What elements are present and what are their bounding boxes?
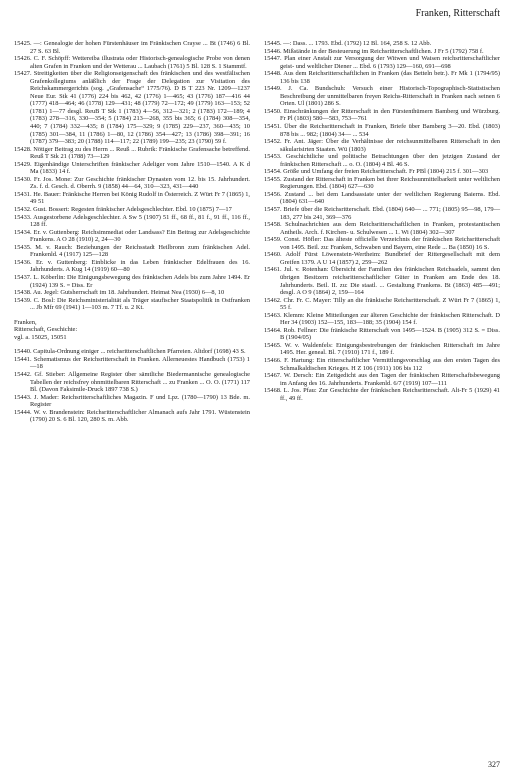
- bibliography-entry: 15435. M. v. Rauch: Beziehungen der Reichsstadt Heilbronn zum fränkischen Adel. Frankenld. 4 (1917) 125—128: [14, 243, 250, 259]
- bibliography-entry: 15442. Gf. Stieber: Allgemeine Register über sämtliche Biedermannische genealogische Tabellen der reichsfrey ohnmittelbaren Ritterschaft ... zu Franken ... O. O. (1771) 117 Bl. (Davon Faksimile-Druck 1897 738 S.): [14, 370, 250, 394]
- bibliography-entry: 15427. Streitigkeiten über die Religionseigenschaft des fränkischen und des westfälischen Grafenkollegiums anläßlich der Frage der Delegation zur Visitation des Reichskammergerichts (sog. „Grafensache“ 1775/76). D B T 223 Nr. 1209—1237 Neue Eur. Stk 41 (1776) 224 bis 462, 42 (1776) 1—465; 43 (1776) 187—416 44 (1777) 418—464; 46 (1778) 129—431; 48 (1779) 72—172; 49 (1779) 163—153; 52 (1781) 1—77 desgl. ReuB T Stk 1 (1783) 4—56, 312—321; 2 (1783) 172—189; 4 (1783) 278—316, 330—354; 5 (1784) 213—268, 355 bis 365; 6 (1784) 308—354, 440; 7 (1784) 332—435; 8 (1784) 175—329; 9 (1785) 229—237, 360—435; 10 (1785) 301—384, 11 (1786) 1—80, 12 (1786) 354—427; 13 (1786) 398—391; 16 (1787) 379—383; 20 (1788) 114—117; 22 (1789) 199—235; 23 (1790) 59 f.: [14, 70, 250, 146]
- bibliography-entry: 15426. C. F. Schöpff: Wettereiba illustrata oder Historisch-genealogische Probe von denen alten Grafen in Franken und der Wetterau ... Laubach (1761) 5 Bl. 128 S. 1 Stammtf.: [14, 55, 250, 70]
- bibliography-entry: 15463. Klemm: Kleine Mitteilungen zur älteren Geschichte der fränkischen Ritterschaft. D Her 34 (1903) 152—155, 183—188; 35 (1904) 154 f.: [264, 311, 500, 327]
- bibliography-entry: 15455. Zustand der Ritterschaft in Franken bei ihrer Reichsunmittelbarkeit unter weltlichen Regierungen. Ebd. (1804) 627—630: [264, 175, 500, 191]
- bibliography-entry: 15433. Ausgestorbene Adelsgeschlechter. A Sw 5 (1907) 51 ff., 68 ff., 81 f., 91 ff., 116 ff., 128 ff.: [14, 213, 250, 229]
- bibliography-entry: 15444. W. v. Brandenstein: Reichsritterschaftlicher Almanach aufs Jahr 1791. Wüstenstein (1790) 20 S. 6 Bl. 120, 280 S. m. Abb.: [14, 408, 250, 424]
- bibliography-entry: 15462. Chr. Fr. C. Mayer: Tilly an die fränkische Reichsritterschaft. Z Würt Fr 7 (1865) 1, 55 f.: [264, 296, 500, 312]
- bibliography-entry: 15430. Fr. Jos. Mone: Zur Geschichte fränkischer Dynasten vom 12. bis 15. Jahrhundert. Zs. f. d. Gesch. d. Oberrh. 9 (1858) 44—64, 310—323, 431—440: [14, 175, 250, 191]
- left-entries-after: [14, 348, 250, 423]
- left-entries: [14, 40, 250, 312]
- page-number: 327: [488, 760, 500, 769]
- section-heading-line: vgl. a. 15025, 15051: [14, 333, 67, 341]
- bibliography-entry: 15457. Briefe über die Reichsritterschaft. Ebd. (1804) 640— ... 771; (1805) 95—98, 179—183, 277 bis 241, 369—376: [264, 206, 500, 221]
- section-heading: [14, 319, 250, 342]
- section-heading-line: Franken,: [14, 318, 37, 326]
- right-column: [264, 40, 500, 402]
- bibliography-entry: 15441. Schematismus der Reichsritterschaft in Franken. Allerneuestes Handbuch (1753) 1—18: [14, 355, 250, 371]
- bibliography-entry: 15453. Geschichtliche und politische Betrachtungen über den jetzigen Zustand der fränkischen Ritterschaft ... o. O. (1804) 4 Bl. 46 S.: [264, 153, 500, 168]
- bibliography-entry: 15464. Rob. Fellner: Die fränkische Ritterschaft von 1495—1524. B (1905) 312 S. = Diss. B (1904/05): [264, 326, 500, 342]
- bibliography-entry: 15450. Einschränkungen der Ritterschaft in den Fürstenthümern Bamberg und Würzburg. Fr Pl (1803) 580—583, 753—761: [264, 107, 500, 123]
- bibliography-entry: 15437. L. Köberlin: Die Einigungsbewegung des fränkischen Adels bis zum Jahre 1494. Er (1924) 139 S. = Diss. Er: [14, 273, 250, 289]
- bibliography-entry: 15468. L. Jos. Pfau: Zur Geschichte der fränkischen Reichsritterschaft. Alt-Fr 5 (1929) 41 ff., 49 ff.: [264, 387, 500, 402]
- section-gap: [14, 312, 250, 319]
- bibliography-entry: 15438. Au. Jegel: Gutsherrschaft im 18. Jahrhundert. Heimat Nea (1930) 6—8, 10: [14, 289, 225, 297]
- bibliography-entry: 15451. Über die Reichsritterschaft in Franken, Briefe über Bamberg 3—20. Ebd. (1803) 878 bis ... 982; (1804) 34— ... 534: [264, 123, 500, 138]
- bibliography-entry: 15460. Adolf Fürst Löwenstein-Wertheim: Bundbrief der Rittergesellschaft mit dem Greifen 1379. A U 14 (1857) 2, 259—262: [264, 251, 500, 266]
- bibliography-entry: 15459. Const. Höfler: Das älteste officielle Verzeichnis der fränkischen Reichsritterschaft von 1495. Beil. zu: Franken, Schwaben und Bayern, eine Rede ... Ba (1850) 16 S.: [264, 236, 500, 251]
- bibliography-entry: 15429. Eigenhändige Unterschriften fränkischer Adeliger vom Jahre 1510—1540. A K d Ma (1833) 14 f.: [14, 160, 250, 176]
- bibliography-entry: 15445. —: Dass. ... 1793. Ebd. (1792) 12 Bl. 164, 258 S. 12 Abb.: [264, 40, 432, 47]
- bibliography-entry: 15432. Gust. Bossert: Regesten fränkischer Adelsgeschlechter. Ebd. 10 (1875) 7—17: [14, 206, 232, 214]
- bibliography-entry: 15428. Nötiger Beitrag zu des Herrn ... Reuß ... Rubrik: Fränkische Grafensache betreffend. Reuß T Stk 21 (1788) 73—129: [14, 145, 250, 161]
- bibliography-entry: 15454. Größe und Umfang der freien Reichsritterschaft. Fr PBl (1804) 215 f. 301—303: [264, 168, 489, 176]
- bibliography-entry: 15436. Er. v. Guttenberg: Einblicke in das Leben fränkischer Edelfrauen des 16. Jahrhunderts. A Kug 14 (1919) 60—80: [14, 258, 250, 274]
- bibliography-entry: 15465. W. v. Waldenfels: Einigungsbestrebungen der fränkischen Ritterschaft im Jahre 1495. Her. geneal. Bl. 7 (1910) 171 f., 189 f.: [264, 341, 500, 357]
- bibliography-entry: 15449. J. Ca. Bundschuh: Versuch einer Historisch-Topographisch-Statistischen Beschreibung der unmittelbaren freyen Reichs-Ritterschaft in Franken nach seinen 6 Orten. Ul (1801) 286 S.: [264, 85, 500, 108]
- section-gap: [14, 341, 250, 348]
- bibliography-entry: 15461. Jul. v. Rotenhan: Übersicht der Familien des fränkischen Reichsadels, sammt den übrigen Besitzern reichsritterschaftlicher Güter in Franken am Ende des 18. Jahrhunderts. Beil. II. zu: Die staatl. ... Gestaltung Frankens. Bt (1863) 485—491; desgl. A O 9 (1864) 2, 159—164: [264, 266, 500, 297]
- bibliography-entry: 15466. F. Hartung: Ein ritterschaftlicher Vermittlungsvorschlag aus den ersten Tagen des Schmalkaldischen Krieges. H Z 106 (1911) 106 bis 112: [264, 356, 500, 372]
- bibliography-entry: 15431. He. Bauer: Fränkische Herren bei König Rudolf in Österreich. Z Würt Fr 7 (1865) 1, 49 51: [14, 190, 250, 206]
- bibliography-entry: 15443. J. Mader: Reichsritterschaftliches Magazin. F und Lpz. (1780—1790) 13 Bde. m. Register: [14, 393, 250, 409]
- running-header: Franken, Ritterschaft: [415, 8, 500, 19]
- bibliography-entry: 15448. Aus dem Reichsritterschaftlichen in Franken (das Betteln betr.). Fr Mk 1 (1794/95) 136 bis 138: [264, 70, 500, 85]
- bibliography-entry: 15452. Fr. Ant. Jäger: Über die Verhältnisse der reichsunmittelbaren Ritterschaft in den säkularisirten Staaten. Wü (1803): [264, 138, 500, 153]
- bibliography-entry: 15456. Zustand ... bei dem Landsassiate unter der weltlichen Regierung Baierns. Ebd. (1804) 631—640: [264, 190, 500, 206]
- bibliography-entry: 15439. C. Bosl: Die Reichsministerialität als Träger staufischer Staatspolitik in Ostfranken ... Jb Mfr 69 (1941) 1—103 m. 7 Tf. u. 2 Kt.: [14, 296, 250, 312]
- left-column: [14, 40, 250, 424]
- bibliography-entry: 15440. Capitula-Ordnung einiger ... reichsritterschaftlichen Pfarreien. Altdorf (1698) 43 S.: [14, 348, 246, 356]
- bibliography-entry: 15446. Mißstände in der Besteuerung im Reichsritterschaftlichen. J Fr 5 (1792) 758 f.: [264, 47, 484, 55]
- section-heading-line: Ritterschaft, Geschichte:: [14, 326, 78, 334]
- bibliography-entry: 15467. W. Dersch: Ein Zeitgedicht aus den Tagen der fränkischen Ritterschaftsbewegung im Anfang des 16. Jahrhunderts. Frankenld. 6/7 (1919) 107—111: [264, 372, 500, 387]
- bibliography-entry: 15434. Er. v. Guttenberg: Reichsimmediat oder Landsass? Ein Beitrag zur Adelsgeschichte Frankens. A O 28 (1910) 2, 24—30: [14, 228, 250, 244]
- bibliography-entry: 15458. Schulnachrichten aus dem Reichsritterschaftlichen in Franken, protestantischen Antheils. Arch. f. Kirchen- u. Schulwesen ... 1. Wi (1804) 302—307: [264, 221, 500, 236]
- bibliography-entry: 15447. Plan einer Anstalt zur Versorgung der Witwen und Waisen reichsritterschaftlicher geist- und weltlicher Diener ... Ebd. 6 (1793) 129—160, 691—698: [264, 55, 500, 70]
- bibliography-entry: 15425. —: Genealogie der hohen Fürstenhäuser im Fränkischen Crayse ... Bt (1746) 6 Bl. 27 S. 63 Bl.: [14, 40, 250, 55]
- right-entries: [264, 40, 500, 402]
